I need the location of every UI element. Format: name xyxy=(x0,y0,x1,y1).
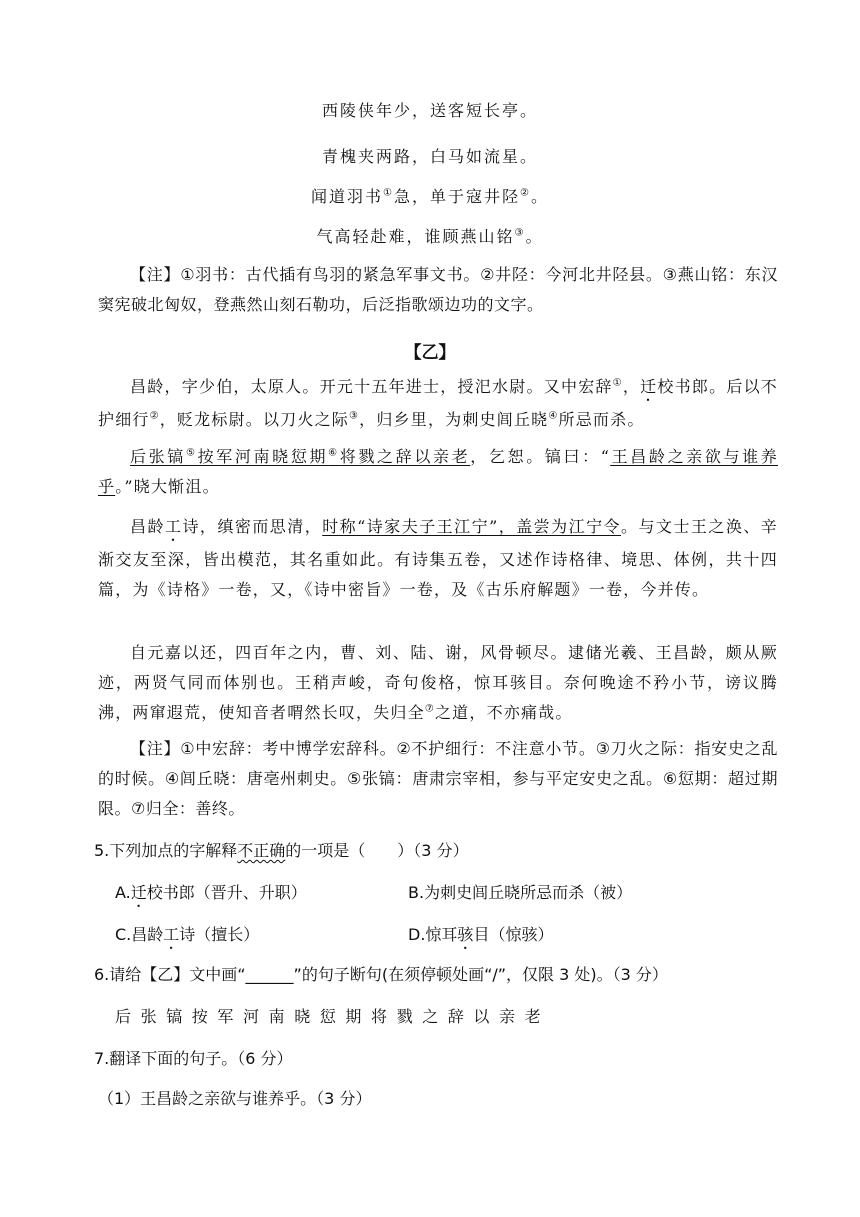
question-6: 6.请给【乙】文中画“______”的句子断句(在须停顿处画“/”，仅限 3 处)。（3 分） xyxy=(94,965,668,984)
yi-paragraph-3: 昌龄工诗，缜密而思清，时称“诗家夫子王江宁”，盖尝为江宁令。与文士王之涣、辛渐交友至深，皆出模范，其名重如此。有诗集五卷，又述作诗格律、境思、体例，共十四篇，为《诗格》一卷，又，《诗中密旨》一卷，及《古乐府解题》一卷，今并传。 xyxy=(98,517,778,599)
question-5: 5.下列加点的字解释不正确的一项是（ ）（3 分） xyxy=(94,841,469,860)
dotted-char-qian: 迁 xyxy=(640,377,658,396)
option-a: A.迁校书郎（晋升、升职） xyxy=(115,883,307,902)
note-jia: 【注】①羽书：古代插有鸟羽的紧急军事文书。②井陉：今河北井陉县。③燕山铭：东汉窦宪破北匈奴，登燕然山刻石勒功，后泛指歌颂边功的文字。 xyxy=(98,265,778,314)
yi-paragraph-1: 昌龄，字少伯，太原人。开元十五年进士，授汜水尉。又中宏辞①，迁校书郎。后以不护细行②，贬龙标尉。以刀火之际③，归乡里，为刺史闾丘晓④所忌而杀。 xyxy=(98,377,779,429)
question-7: 7.翻译下面的句子。（6 分） xyxy=(94,1049,293,1068)
underlined-sentence: 后张镐⑤按军河南晓愆期⑥将戮之辞以亲老 xyxy=(130,447,471,466)
yi-paragraph-2: 后张镐⑤按军河南晓愆期⑥将戮之辞以亲老，乞恕。镐曰：“王昌龄之亲欲与谁养乎。”晓大惭沮。 xyxy=(98,447,779,496)
note-yi: 【注】①中宏辞：考中博学宏辞科。②不护细行：不注意小节。③刀火之际：指安史之乱的时候。④闾丘晓：唐亳州刺史。⑤张镐：唐肃宗宰相，参与平定安史之乱。⑥愆期：超过期限。⑦归全：善终。 xyxy=(98,739,778,818)
option-d: D.惊耳骇目（惊骇） xyxy=(408,925,554,944)
poem-line-2: 青槐夹两路，白马如流星。 xyxy=(321,147,538,166)
underlined-quote: 王昌龄之亲欲与谁养乎 xyxy=(98,447,779,496)
yi-paragraph-4: 自元嘉以还，四百年之内，曹、刘、陆、谢，风骨顿尽。逮储光羲、王昌龄，颇从厥迹，两贤气同而体别也。王稍声峻，奇句俊格，惊耳骇目。奈何晚途不矜小节，谤议腾沸，两窜遐荒，使知音者喟然长叹，失归全⑦之道，不亦痛哉。 xyxy=(98,643,778,722)
poem-line-4: 气高轻赴难，谁顾燕山铭③。 xyxy=(316,227,544,246)
question-7-sub-1: （1）王昌龄之亲欲与谁养乎。（3 分） xyxy=(98,1089,372,1108)
poem-line-1: 西陵侠年少，送客短长亭。 xyxy=(321,101,538,120)
option-c: C.昌龄工诗（擅长） xyxy=(115,925,260,944)
emphasis-not-correct: 不正确 xyxy=(237,841,286,860)
option-b: B.为刺史闾丘晓所忌而杀（被） xyxy=(408,883,633,902)
underlined-title-sentence: 时称“诗家夫子王江宁”，盖尝为江宁令 xyxy=(322,517,622,536)
dotted-char-gong: 工 xyxy=(164,517,183,536)
split-sentence: 后张镐按军河南晓愆期将戮之辞以亲老 xyxy=(115,1007,551,1026)
section-yi-title: 【乙】 xyxy=(404,343,456,363)
poem-line-3: 闻道羽书①急，单于寇井陉②。 xyxy=(311,187,549,206)
